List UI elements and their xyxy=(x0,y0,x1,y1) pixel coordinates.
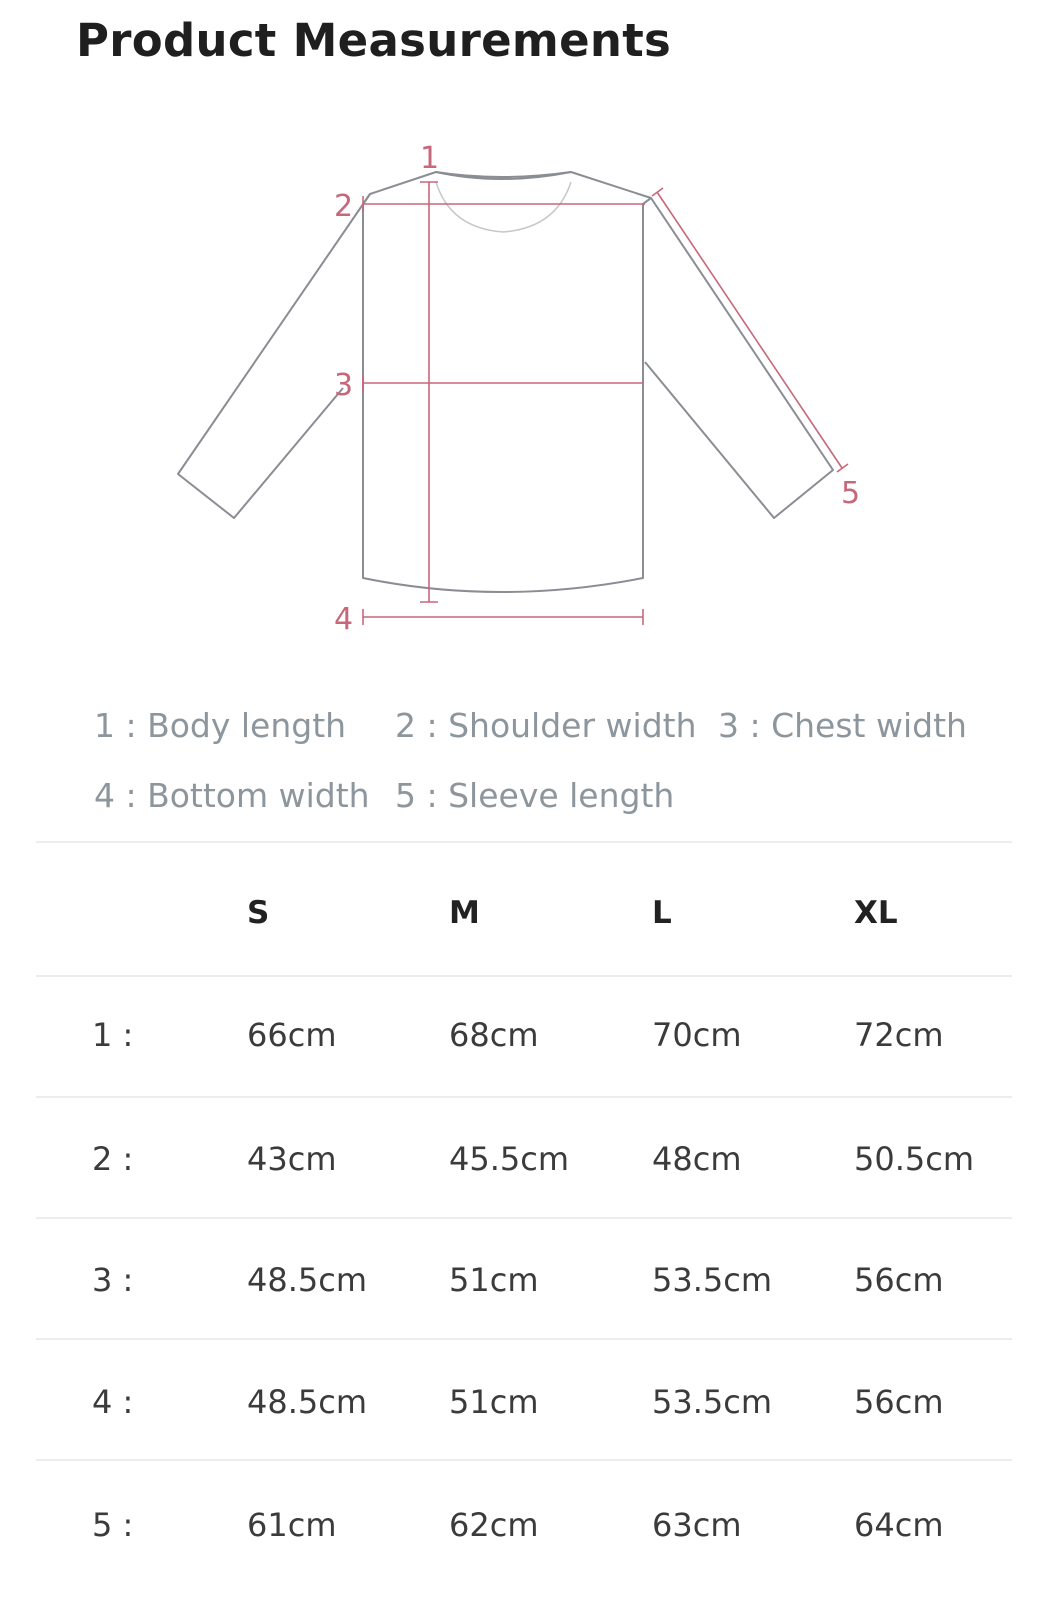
cell-xl: 56cm xyxy=(854,1383,944,1421)
cell-m: 51cm xyxy=(449,1383,539,1421)
marker-5: 5 xyxy=(841,476,861,511)
cell-m: 68cm xyxy=(449,1016,539,1054)
cell-s: 61cm xyxy=(247,1506,337,1544)
cell-m: 45.5cm xyxy=(449,1140,570,1178)
cell-m: 62cm xyxy=(449,1506,539,1544)
cell-l: 70cm xyxy=(652,1016,742,1054)
divider xyxy=(36,1459,1012,1461)
marker-1: 1 xyxy=(420,141,440,176)
legend-bottom-width: 4 : Bottom width xyxy=(94,776,370,815)
row-label: 5 : xyxy=(92,1506,134,1544)
row-label: 3 : xyxy=(92,1261,134,1299)
marker-3: 3 xyxy=(334,368,354,403)
header-size-s: S xyxy=(247,895,270,931)
divider xyxy=(36,841,1012,843)
legend-shoulder-width: 2 : Shoulder width xyxy=(395,706,697,745)
cell-l: 63cm xyxy=(652,1506,742,1544)
cell-xl: 64cm xyxy=(854,1506,944,1544)
cell-l: 53.5cm xyxy=(652,1261,773,1299)
divider xyxy=(36,1096,1012,1098)
legend-body-length: 1 : Body length xyxy=(94,706,347,745)
cell-l: 48cm xyxy=(652,1140,742,1178)
cell-s: 66cm xyxy=(247,1016,337,1054)
header-size-l: L xyxy=(652,895,672,931)
divider xyxy=(36,975,1012,977)
garment-diagram xyxy=(0,120,1040,640)
cell-xl: 72cm xyxy=(854,1016,944,1054)
divider xyxy=(36,1338,1012,1340)
cell-m: 51cm xyxy=(449,1261,539,1299)
row-label: 4 : xyxy=(92,1383,134,1421)
cell-xl: 56cm xyxy=(854,1261,944,1299)
shirt-outline xyxy=(178,172,833,592)
measurement-lines xyxy=(362,182,848,625)
row-label: 1 : xyxy=(92,1016,134,1054)
row-label: 2 : xyxy=(92,1140,134,1178)
legend-sleeve-length: 5 : Sleeve length xyxy=(395,776,675,815)
cell-s: 48.5cm xyxy=(247,1383,368,1421)
marker-4: 4 xyxy=(334,602,354,637)
marker-2: 2 xyxy=(334,189,354,224)
header-size-xl: XL xyxy=(854,895,898,931)
divider xyxy=(36,1217,1012,1219)
page-title: Product Measurements xyxy=(76,14,672,67)
legend-chest-width: 3 : Chest width xyxy=(718,706,967,745)
cell-s: 43cm xyxy=(247,1140,337,1178)
cell-xl: 50.5cm xyxy=(854,1140,975,1178)
cell-l: 53.5cm xyxy=(652,1383,773,1421)
header-size-m: M xyxy=(449,895,480,931)
cell-s: 48.5cm xyxy=(247,1261,368,1299)
